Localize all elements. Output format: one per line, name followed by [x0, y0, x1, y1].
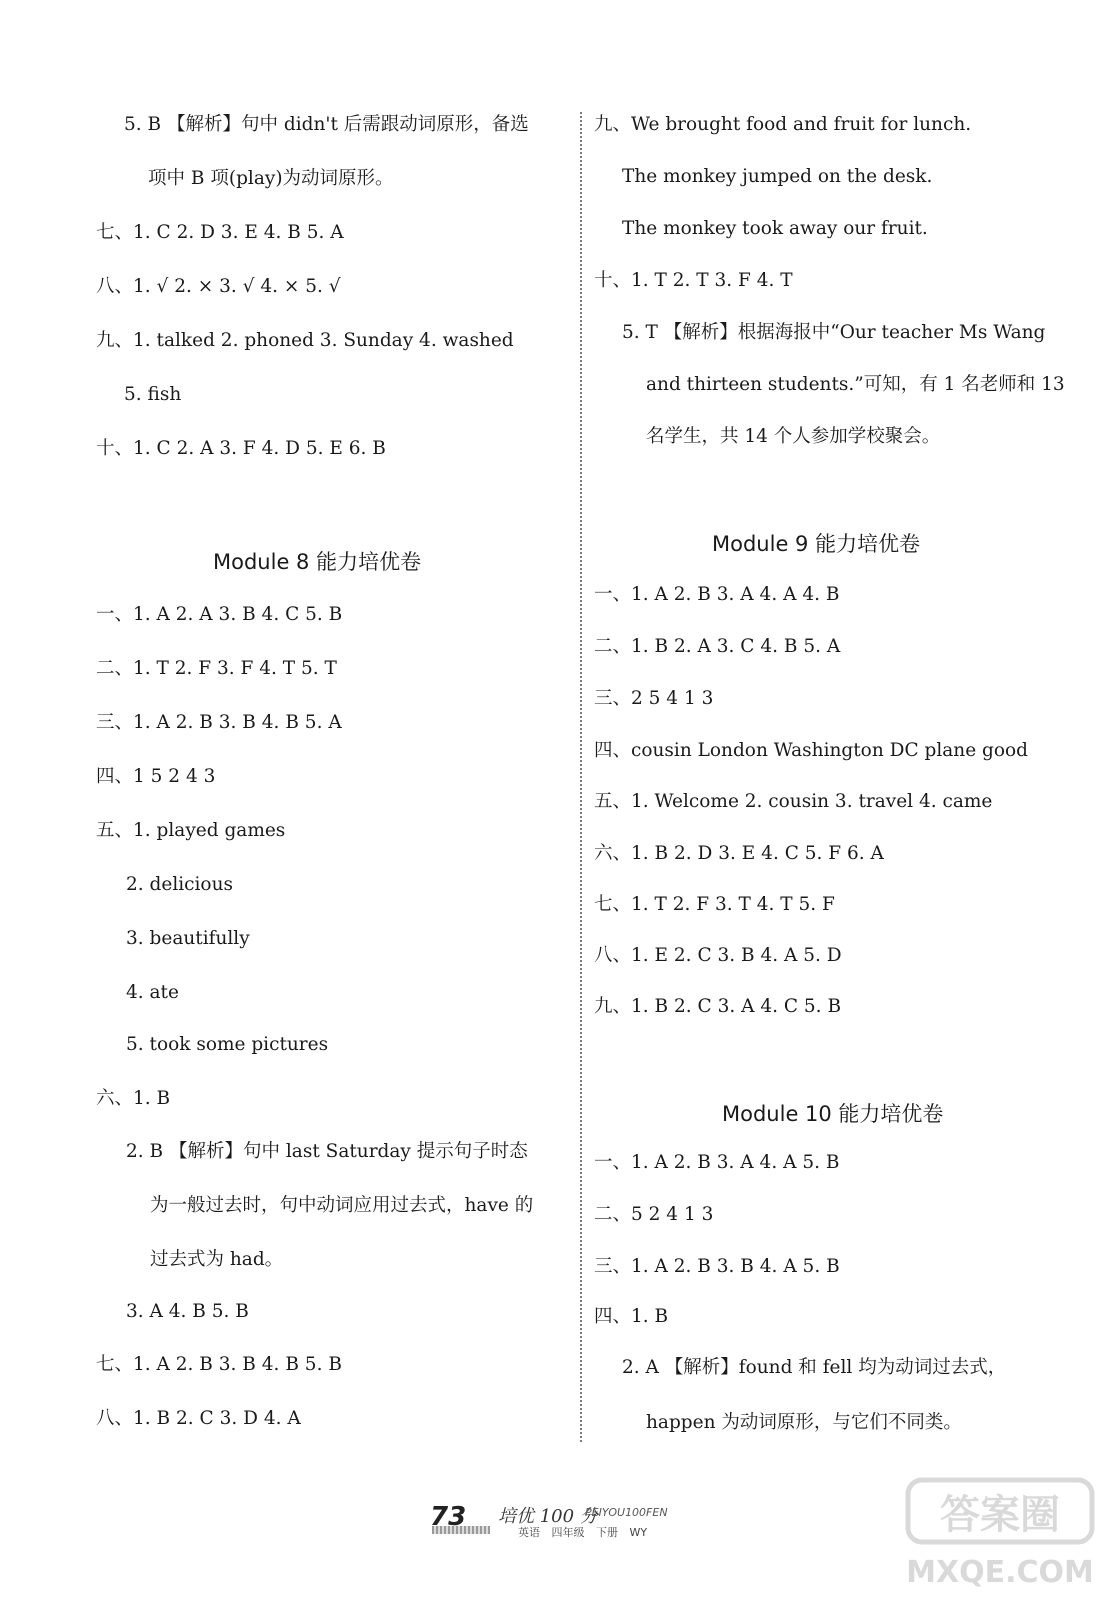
answer-line: 九、We brought food and fruit for lunch.: [594, 114, 972, 135]
answer-line: 八、1. √ 2. × 3. √ 4. × 5. √: [96, 276, 341, 297]
watermark-logo: [900, 1470, 1100, 1600]
answer-line: 五、1. Welcome 2. cousin 3. travel 4. came: [594, 791, 993, 812]
column-divider: [580, 112, 582, 1442]
answer-line: 一、1. A 2. B 3. A 4. A 4. B: [594, 584, 840, 605]
answer-line: 十、1. T 2. T 3. F 4. T: [594, 270, 793, 291]
answer-line: 5. B 【解析】句中 didn't 后需跟动词原形，备选: [124, 114, 529, 135]
answer-line: 五、1. played games: [96, 820, 286, 841]
page-number: 73: [430, 1502, 467, 1532]
answer-line: 5. T 【解析】根据海报中“Our teacher Ms Wang: [622, 322, 1046, 343]
section-heading: Module 10 能力培优卷: [722, 1102, 944, 1126]
answer-line: 项中 B 项(play)为动词原形。: [148, 168, 394, 189]
answer-line: 5. fish: [124, 384, 182, 405]
answer-line: The monkey took away our fruit.: [622, 218, 928, 239]
answer-line: 5. took some pictures: [126, 1034, 329, 1055]
answer-line: 名学生，共 14 个人参加学校聚会。: [646, 426, 941, 447]
answer-line: 七、1. A 2. B 3. B 4. B 5. B: [96, 1354, 342, 1375]
answer-line: 为一般过去时，句中动词应用过去式，have 的: [150, 1195, 534, 1216]
answer-line: 六、1. B: [96, 1088, 171, 1109]
answer-line: 二、1. T 2. F 3. F 4. T 5. T: [96, 658, 337, 679]
answer-line: 十、1. C 2. A 3. F 4. D 5. E 6. B: [96, 438, 386, 459]
answer-line: 四、1. B: [594, 1306, 669, 1327]
answer-line: 2. B 【解析】句中 last Saturday 提示句子时态: [126, 1141, 528, 1162]
answer-line: 2. A 【解析】found 和 fell 均为动词过去式，: [622, 1357, 1007, 1378]
answer-line: 3. beautifully: [126, 928, 250, 949]
answer-line: 三、2 5 4 1 3: [594, 688, 714, 709]
svg-text:答案圈: 答案圈: [940, 1492, 1060, 1538]
answer-line: 一、1. A 2. B 3. A 4. A 5. B: [594, 1152, 840, 1173]
brand-pinyin: PEIYOU100FEN: [585, 1506, 668, 1519]
section-heading: Module 8 能力培优卷: [213, 550, 422, 574]
answer-line: 过去式为 had。: [150, 1249, 284, 1270]
book-info: 英语 四年级 下册 WY: [518, 1526, 648, 1539]
answer-line: 二、1. B 2. A 3. C 4. B 5. A: [594, 636, 841, 657]
answer-line: 八、1. B 2. C 3. D 4. A: [96, 1408, 301, 1429]
answer-line: 九、1. talked 2. phoned 3. Sunday 4. washed: [96, 330, 514, 351]
answer-line: 四、cousin London Washington DC plane good: [594, 740, 1028, 761]
answer-line: and thirteen students.”可知，有 1 名老师和 13: [646, 374, 1065, 395]
section-heading: Module 9 能力培优卷: [712, 532, 921, 556]
answer-line: The monkey jumped on the desk.: [622, 166, 933, 187]
answer-line: 八、1. E 2. C 3. B 4. A 5. D: [594, 945, 842, 966]
answer-line: 一、1. A 2. A 3. B 4. C 5. B: [96, 604, 343, 625]
answer-line: 2. delicious: [126, 874, 233, 895]
answer-line: 4. ate: [126, 982, 179, 1003]
answer-line: 七、1. C 2. D 3. E 4. B 5. A: [96, 222, 344, 243]
answer-line: 三、1. A 2. B 3. B 4. A 5. B: [594, 1256, 840, 1277]
answer-line: 3. A 4. B 5. B: [126, 1301, 249, 1322]
answer-line: 六、1. B 2. D 3. E 4. C 5. F 6. A: [594, 843, 884, 864]
answer-line: 四、1 5 2 4 3: [96, 766, 216, 787]
answer-line: 二、5 2 4 1 3: [594, 1204, 714, 1225]
answer-line: happen 为动词原形，与它们不同类。: [646, 1412, 962, 1433]
page-footer: [430, 1500, 760, 1540]
answer-line: 三、1. A 2. B 3. B 4. B 5. A: [96, 712, 342, 733]
svg-text:MXQE.COM: MXQE.COM: [906, 1555, 1094, 1590]
brand-title: 培优 100 分: [498, 1506, 598, 1527]
answer-line: 九、1. B 2. C 3. A 4. C 5. B: [594, 996, 842, 1017]
answer-line: 七、1. T 2. F 3. T 4. T 5. F: [594, 894, 835, 915]
